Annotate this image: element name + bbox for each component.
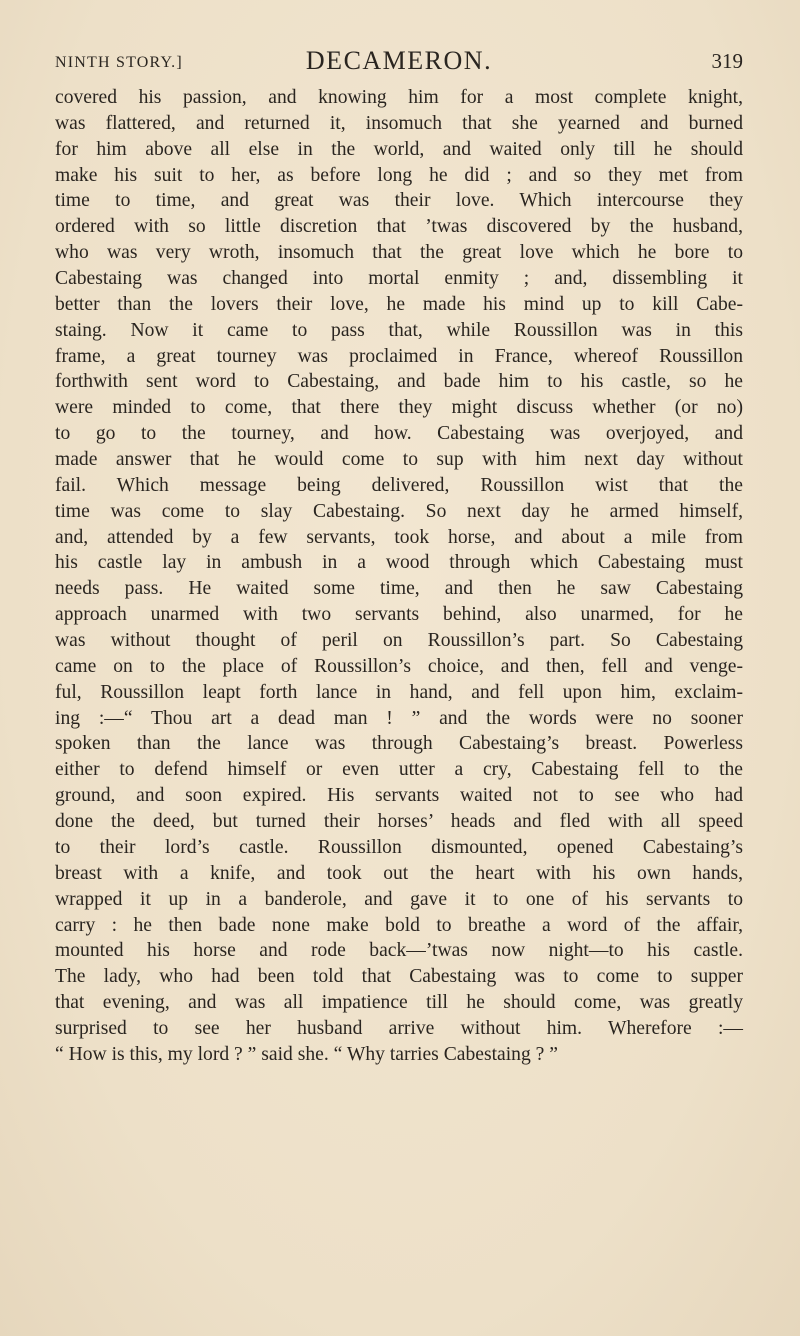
text-line: covered his passion, and knowing him for a most complete knight, bbox=[55, 87, 743, 108]
text-line: that evening, and was all impatience till he should come, was greatly bbox=[55, 992, 743, 1014]
text-line: wrapped it up in a banderole, and gave it to one of his servants to bbox=[55, 888, 743, 910]
section-label: NINTH STORY.] bbox=[55, 54, 183, 71]
text-line: breast with a knife, and took out the heart with his own hands, bbox=[55, 862, 743, 884]
text-line: spoken than the lance was through Cabestaing’s breast. Powerless bbox=[55, 733, 743, 755]
text-line: either to defend himself or even utter a cry, Cabestaing fell to the bbox=[55, 759, 743, 781]
text-line: made answer that he would come to sup with him next day without bbox=[55, 449, 743, 471]
text-line: forthwith sent word to Cabestaing, and bade him to his castle, so he bbox=[55, 371, 743, 393]
text-line: mounted his horse and rode back—’twas now night—to his castle. bbox=[55, 940, 743, 962]
text-line: Cabestaing was changed into mortal enmity ; and, dissembling it bbox=[55, 268, 743, 290]
text-line: to their lord’s castle. Roussillon dismounted, opened Cabestaing’s bbox=[55, 836, 743, 858]
text-line: staing. Now it came to pass that, while Roussillon was in this bbox=[55, 319, 743, 341]
text-line: ground, and soon expired. His servants waited not to see who had bbox=[55, 785, 743, 807]
text-line: fail. Which message being delivered, Roussillon wist that the bbox=[55, 474, 743, 496]
book-title: DECAMERON. bbox=[305, 46, 493, 75]
text-line: was without thought of peril on Roussillon’s part. So Cabestaing bbox=[55, 630, 743, 652]
text-line: better than the lovers their love, he made his mind up to kill Cabe- bbox=[55, 293, 743, 315]
text-line: who was very wroth, insomuch that the great love which he bore to bbox=[55, 242, 743, 264]
text-line: was flattered, and returned it, insomuch that she yearned and burned bbox=[55, 112, 743, 134]
text-line: were minded to come, that there they might discuss whether (or no) bbox=[55, 397, 743, 419]
text-line: came on to the place of Roussillon’s choice, and then, fell and venge- bbox=[55, 655, 743, 677]
text-line: to go to the tourney, and how. Cabestaing was overjoyed, and bbox=[55, 423, 743, 445]
text-line: ordered with so little discretion that ’twas discovered by the husband, bbox=[55, 216, 743, 238]
text-line: ing :—“ Thou art a dead man ! ” and the words were no sooner bbox=[55, 707, 743, 729]
body-text bbox=[55, 85, 743, 1068]
text-line: for him above all else in the world, and waited only till he should bbox=[55, 138, 743, 160]
text-line: time to time, and great was their love. Which intercourse they bbox=[55, 190, 743, 212]
text-line: time was come to slay Cabestaing. So next day he armed himself, bbox=[55, 500, 743, 522]
page-number: 319 bbox=[711, 49, 743, 73]
text-line: make his suit to her, as before long he did ; and so they met from bbox=[55, 164, 743, 186]
text-line: needs pass. He waited some time, and then he saw Cabestaing bbox=[55, 578, 743, 600]
text-line: “ How is this, my lord ? ” said she. “ Why tarries Cabestaing ? ” bbox=[55, 1043, 558, 1065]
text-line: done the deed, but turned their horses’ heads and fled with all speed bbox=[55, 811, 743, 833]
text-line: approach unarmed with two servants behind, also unarmed, for he bbox=[55, 604, 743, 626]
text-line: carry : he then bade none make bold to breathe a word of the affair, bbox=[55, 914, 743, 936]
text-line: surprised to see her husband arrive without him. Wherefore :— bbox=[55, 1017, 743, 1039]
text-line: ful, Roussillon leapt forth lance in hand, and fell upon him, exclaim- bbox=[55, 681, 743, 703]
text-line: and, attended by a few servants, took horse, and about a mile from bbox=[55, 526, 743, 548]
text-line: frame, a great tourney was proclaimed in France, whereof Roussillon bbox=[55, 345, 743, 367]
running-header bbox=[55, 46, 743, 80]
text-line: The lady, who had been told that Cabestaing was to come to supper bbox=[55, 966, 743, 988]
text-line: his castle lay in ambush in a wood through which Cabestaing must bbox=[55, 552, 743, 574]
